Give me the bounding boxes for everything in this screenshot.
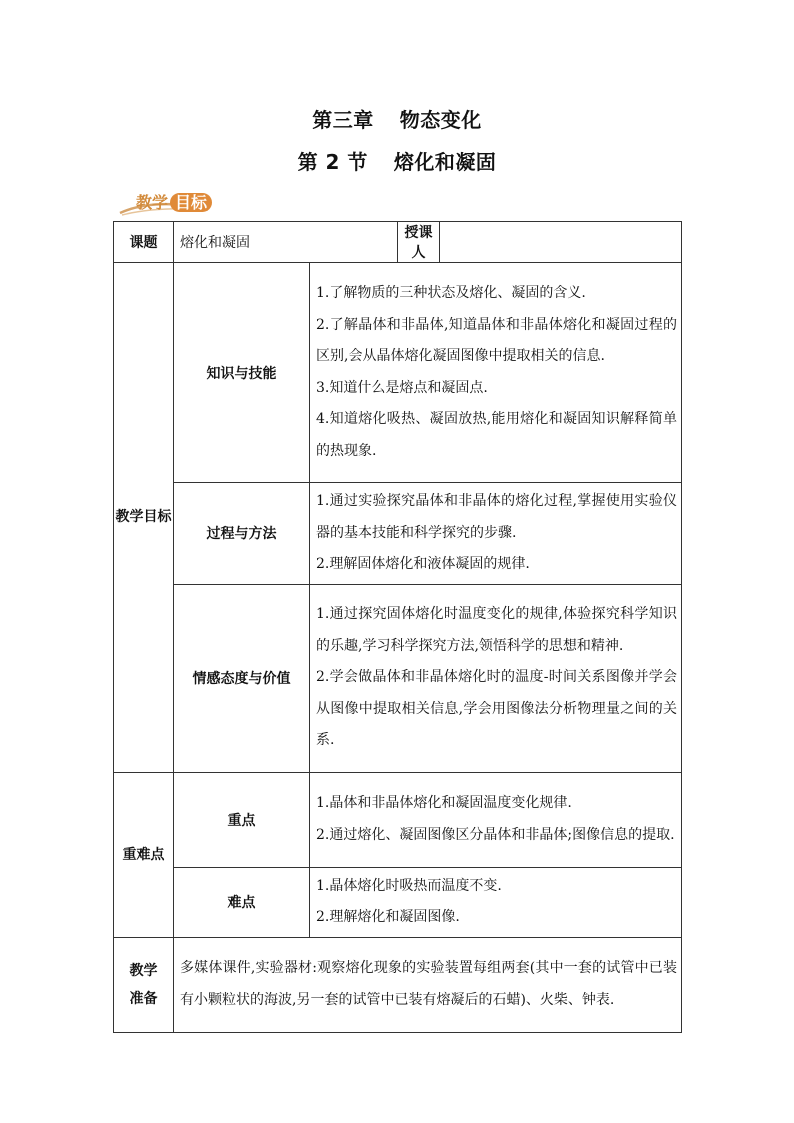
goal-item: 2.学会做晶体和非晶体熔化时的温度-时间关系图像并学会从图像中提取相关信息,学会用图像法分析物理量之间的关系. <box>316 669 677 749</box>
difficulty-item: 2.理解熔化和凝固图像. <box>316 909 460 925</box>
goal-category-label: 情感态度与价值 <box>174 584 310 772</box>
chapter-title <box>0 104 794 133</box>
goal-item: 2.理解固体熔化和液体凝固的规律. <box>316 556 530 572</box>
goal-items <box>310 263 682 483</box>
goal-item: 3.知道什么是熔点和凝固点. <box>316 379 488 396</box>
key-point-label: 重点 <box>174 772 310 867</box>
lecturer-value <box>440 222 682 263</box>
section-number: 第 2 节 <box>297 150 368 174</box>
lecturer-label: 授课人 <box>398 222 440 263</box>
chapter-number: 第三章 <box>312 108 374 132</box>
difficulty-row <box>114 867 682 937</box>
teaching-goals-badge <box>118 186 228 216</box>
chapter-name: 物态变化 <box>399 108 482 132</box>
goal-row-process <box>114 483 682 585</box>
section-name: 熔化和凝固 <box>393 150 497 174</box>
badge-label <box>136 190 212 213</box>
badge-part-goals: 目标 <box>170 193 212 212</box>
goal-item: 4.知道熔化吸热、凝固放热,能用熔化和凝固知识解释简单的热现象. <box>316 411 677 459</box>
key-point-items <box>310 772 682 867</box>
goal-item: 1.了解物质的三种状态及熔化、凝固的含义. <box>316 285 586 301</box>
preparation-label: 教学准备 <box>114 937 174 1032</box>
preparation-row <box>114 937 682 1032</box>
difficulty-label: 难点 <box>174 867 310 937</box>
goal-row-knowledge <box>114 263 682 483</box>
goal-item: 1.通过探究固体熔化时温度变化的规律,体验探究科学知识的乐趣,学习科学探究方法,领悟科学的思想和精神. <box>316 606 677 654</box>
goal-item: 1.通过实验探究晶体和非晶体的熔化过程,掌握使用实验仪器的基本技能和科学探究的步骤. <box>316 493 677 541</box>
topic-row <box>114 222 682 263</box>
badge-part-teaching: 教学 <box>136 193 169 212</box>
preparation-value: 多媒体课件,实验器材:观察熔化现象的实验装置每组两套(其中一套的试管中已装有小颗粒状的海波,另一套的试管中已装有熔凝后的石蜡)、火柴、钟表. <box>174 937 682 1032</box>
difficulty-items <box>310 867 682 937</box>
key-difficulty-label: 重难点 <box>114 772 174 937</box>
topic-label: 课题 <box>114 222 174 263</box>
goal-category-label: 知识与技能 <box>174 263 310 483</box>
goal-items <box>310 483 682 585</box>
goal-item: 2.了解晶体和非晶体,知道晶体和非晶体熔化和凝固过程的区别,会从晶体熔化凝固图像中提取相关的信息. <box>316 316 677 364</box>
key-point-item: 1.晶体和非晶体熔化和凝固温度变化规律. <box>316 795 572 811</box>
key-point-row <box>114 772 682 867</box>
goals-label: 教学目标 <box>114 263 174 773</box>
section-title <box>0 146 794 175</box>
key-point-item: 2.通过熔化、凝固图像区分晶体和非晶体;图像信息的提取. <box>316 826 675 843</box>
goal-category-label: 过程与方法 <box>174 483 310 585</box>
topic-value: 熔化和凝固 <box>174 222 398 263</box>
goal-items <box>310 584 682 772</box>
difficulty-item: 1.晶体熔化时吸热而温度不变. <box>316 877 502 894</box>
goal-row-attitude <box>114 584 682 772</box>
lesson-plan-table <box>113 221 682 1033</box>
